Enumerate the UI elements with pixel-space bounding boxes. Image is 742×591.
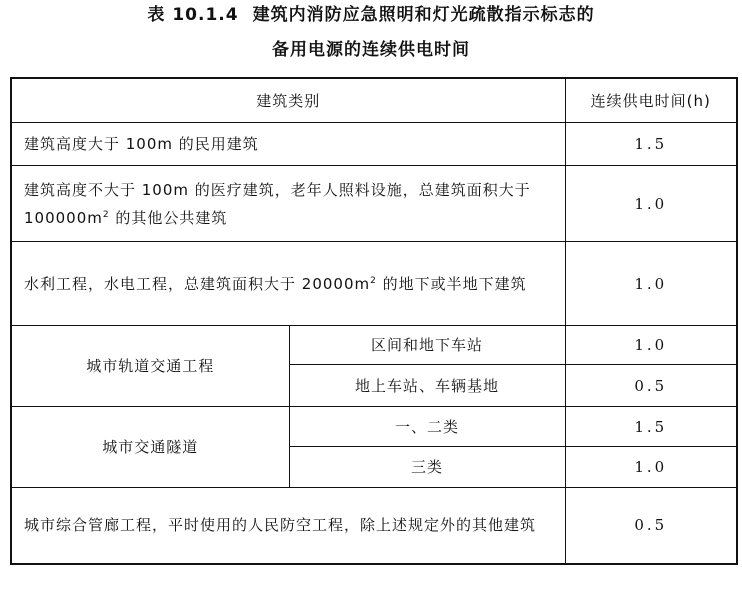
time-value: 1.0 xyxy=(565,447,737,488)
time-value: 0.5 xyxy=(565,365,737,407)
table-title-line-1 xyxy=(0,2,742,28)
table-row xyxy=(11,123,737,166)
category-cell: 城市综合管廊工程，平时使用的人民防空工程，除上述规定外的其他建筑 xyxy=(11,488,565,564)
subcategory-cell: 地上车站、车辆基地 xyxy=(289,365,565,407)
table-row xyxy=(11,326,737,365)
time-value: 1.5 xyxy=(565,123,737,166)
time-value: 1.0 xyxy=(565,326,737,365)
category-group-rail: 城市轨道交通工程 xyxy=(11,326,289,407)
header-building-category: 建筑类别 xyxy=(11,78,565,123)
category-cell xyxy=(11,242,565,326)
category-text-b: 的地下或半地下建筑 xyxy=(376,274,527,293)
category-text-b: 的其他公共建筑 xyxy=(109,208,228,227)
table-row xyxy=(11,166,737,242)
table-row xyxy=(11,407,737,447)
header-supply-time: 连续供电时间(h) xyxy=(565,78,737,123)
table-number: 表 10.1.4 xyxy=(147,5,239,25)
time-value: 1.0 xyxy=(565,166,737,242)
superscript: 2 xyxy=(370,275,377,286)
category-text-a: 建筑高度不大于 100m 的医疗建筑，老年人照料设施，总建筑面积大于 100000m xyxy=(24,180,531,227)
category-cell: 建筑高度大于 100m 的民用建筑 xyxy=(11,123,565,166)
table-title-text-1: 建筑内消防应急照明和灯光疏散指示标志的 xyxy=(252,5,595,25)
subcategory-cell: 一、二类 xyxy=(289,407,565,447)
power-duration-table xyxy=(10,77,738,565)
subcategory-cell: 区间和地下车站 xyxy=(289,326,565,365)
table-row xyxy=(11,488,737,564)
category-cell xyxy=(11,166,565,242)
category-text-a: 水利工程，水电工程，总建筑面积大于 20000m xyxy=(24,274,371,293)
category-group-tunnel: 城市交通隧道 xyxy=(11,407,289,488)
time-value: 0.5 xyxy=(565,488,737,564)
superscript: 2 xyxy=(102,209,110,220)
table-row xyxy=(11,242,737,326)
table-title-line-2: 备用电源的连续供电时间 xyxy=(272,40,470,60)
time-value: 1.0 xyxy=(565,242,737,326)
time-value: 1.5 xyxy=(565,407,737,447)
subcategory-cell: 三类 xyxy=(289,447,565,488)
header-row xyxy=(11,78,737,123)
